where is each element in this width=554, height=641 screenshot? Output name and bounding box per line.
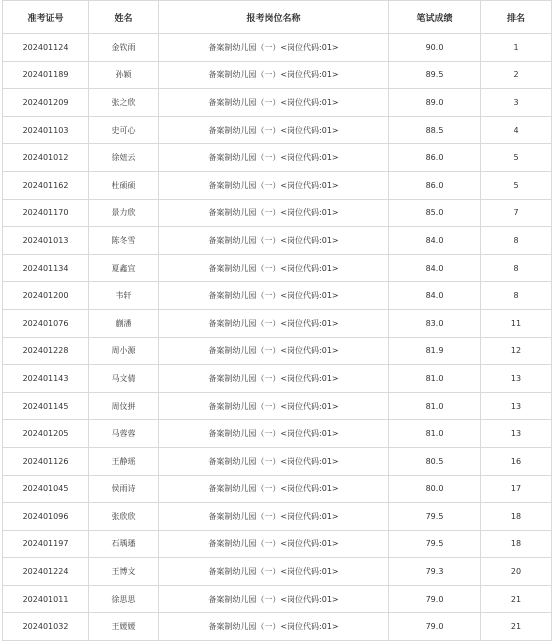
name-cell: 陈冬雪 bbox=[89, 227, 159, 255]
exam-id-cell: 202401197 bbox=[3, 530, 89, 558]
table-row bbox=[3, 365, 552, 393]
exam-id-cell: 202401143 bbox=[3, 365, 89, 393]
rank-cell: 13 bbox=[481, 365, 552, 393]
position-cell: 备案制幼儿园（一）<岗位代码:01> bbox=[159, 530, 389, 558]
score-cell: 84.0 bbox=[389, 254, 481, 282]
rank-cell: 16 bbox=[481, 447, 552, 475]
table-row bbox=[3, 530, 552, 558]
exam-id-cell: 202401228 bbox=[3, 337, 89, 365]
position-cell: 备案制幼儿园（一）<岗位代码:01> bbox=[159, 309, 389, 337]
rank-cell: 3 bbox=[481, 89, 552, 117]
position-cell: 备案制幼儿园（一）<岗位代码:01> bbox=[159, 227, 389, 255]
table-row bbox=[3, 254, 552, 282]
header-exam-id: 准考证号 bbox=[3, 1, 89, 34]
position-cell: 备案制幼儿园（一）<岗位代码:01> bbox=[159, 89, 389, 117]
table-row bbox=[3, 392, 552, 420]
exam-id-cell: 202401076 bbox=[3, 309, 89, 337]
score-sheet bbox=[2, 0, 551, 641]
score-table bbox=[2, 0, 552, 641]
rank-cell: 11 bbox=[481, 309, 552, 337]
exam-id-cell: 202401013 bbox=[3, 227, 89, 255]
exam-id-cell: 202401103 bbox=[3, 116, 89, 144]
score-cell: 81.0 bbox=[389, 420, 481, 448]
name-cell: 徐思思 bbox=[89, 585, 159, 613]
header-position: 报考岗位名称 bbox=[159, 1, 389, 34]
exam-id-cell: 202401162 bbox=[3, 171, 89, 199]
position-cell: 备案制幼儿园（一）<岗位代码:01> bbox=[159, 365, 389, 393]
rank-cell: 13 bbox=[481, 392, 552, 420]
rank-cell: 5 bbox=[481, 171, 552, 199]
score-cell: 89.5 bbox=[389, 61, 481, 89]
table-row bbox=[3, 613, 552, 641]
table-row bbox=[3, 61, 552, 89]
exam-id-cell: 202401170 bbox=[3, 199, 89, 227]
position-cell: 备案制幼儿园（一）<岗位代码:01> bbox=[159, 447, 389, 475]
rank-cell: 8 bbox=[481, 227, 552, 255]
table-row bbox=[3, 503, 552, 531]
position-cell: 备案制幼儿园（一）<岗位代码:01> bbox=[159, 337, 389, 365]
name-cell: 夏鑫宜 bbox=[89, 254, 159, 282]
exam-id-cell: 202401200 bbox=[3, 282, 89, 310]
table-row bbox=[3, 309, 552, 337]
score-cell: 86.0 bbox=[389, 171, 481, 199]
exam-id-cell: 202401205 bbox=[3, 420, 89, 448]
name-cell: 景力欣 bbox=[89, 199, 159, 227]
rank-cell: 4 bbox=[481, 116, 552, 144]
score-cell: 84.0 bbox=[389, 227, 481, 255]
name-cell: 张欣欣 bbox=[89, 503, 159, 531]
position-cell: 备案制幼儿园（一）<岗位代码:01> bbox=[159, 420, 389, 448]
score-cell: 79.5 bbox=[389, 530, 481, 558]
name-cell: 徐妞云 bbox=[89, 144, 159, 172]
rank-cell: 1 bbox=[481, 34, 552, 62]
score-cell: 80.5 bbox=[389, 447, 481, 475]
table-row bbox=[3, 420, 552, 448]
table-row bbox=[3, 89, 552, 117]
table-row bbox=[3, 199, 552, 227]
position-cell: 备案制幼儿园（一）<岗位代码:01> bbox=[159, 34, 389, 62]
position-cell: 备案制幼儿园（一）<岗位代码:01> bbox=[159, 254, 389, 282]
table-row bbox=[3, 116, 552, 144]
exam-id-cell: 202401032 bbox=[3, 613, 89, 641]
rank-cell: 18 bbox=[481, 530, 552, 558]
name-cell: 史可心 bbox=[89, 116, 159, 144]
name-cell: 王博文 bbox=[89, 558, 159, 586]
rank-cell: 8 bbox=[481, 254, 552, 282]
table-row bbox=[3, 34, 552, 62]
rank-cell: 13 bbox=[481, 420, 552, 448]
position-cell: 备案制幼儿园（一）<岗位代码:01> bbox=[159, 116, 389, 144]
exam-id-cell: 202401012 bbox=[3, 144, 89, 172]
name-cell: 马蓉蓉 bbox=[89, 420, 159, 448]
score-cell: 81.0 bbox=[389, 392, 481, 420]
rank-cell: 21 bbox=[481, 613, 552, 641]
position-cell: 备案制幼儿园（一）<岗位代码:01> bbox=[159, 475, 389, 503]
rank-cell: 18 bbox=[481, 503, 552, 531]
name-cell: 石瑀璠 bbox=[89, 530, 159, 558]
position-cell: 备案制幼儿园（一）<岗位代码:01> bbox=[159, 199, 389, 227]
position-cell: 备案制幼儿园（一）<岗位代码:01> bbox=[159, 558, 389, 586]
rank-cell: 8 bbox=[481, 282, 552, 310]
exam-id-cell: 202401209 bbox=[3, 89, 89, 117]
position-cell: 备案制幼儿园（一）<岗位代码:01> bbox=[159, 282, 389, 310]
name-cell: 杜硕硕 bbox=[89, 171, 159, 199]
position-cell: 备案制幼儿园（一）<岗位代码:01> bbox=[159, 503, 389, 531]
position-cell: 备案制幼儿园（一）<岗位代码:01> bbox=[159, 392, 389, 420]
name-cell: 韦轩 bbox=[89, 282, 159, 310]
score-cell: 79.3 bbox=[389, 558, 481, 586]
table-row bbox=[3, 227, 552, 255]
exam-id-cell: 202401011 bbox=[3, 585, 89, 613]
name-cell: 蒯潘 bbox=[89, 309, 159, 337]
score-cell: 79.0 bbox=[389, 613, 481, 641]
score-cell: 85.0 bbox=[389, 199, 481, 227]
score-cell: 86.0 bbox=[389, 144, 481, 172]
score-cell: 79.0 bbox=[389, 585, 481, 613]
rank-cell: 17 bbox=[481, 475, 552, 503]
name-cell: 马文倩 bbox=[89, 365, 159, 393]
name-cell: 金钦雨 bbox=[89, 34, 159, 62]
rank-cell: 5 bbox=[481, 144, 552, 172]
table-row bbox=[3, 282, 552, 310]
position-cell: 备案制幼儿园（一）<岗位代码:01> bbox=[159, 171, 389, 199]
score-cell: 84.0 bbox=[389, 282, 481, 310]
score-cell: 88.5 bbox=[389, 116, 481, 144]
position-cell: 备案制幼儿园（一）<岗位代码:01> bbox=[159, 585, 389, 613]
name-cell: 王媛媛 bbox=[89, 613, 159, 641]
exam-id-cell: 202401145 bbox=[3, 392, 89, 420]
exam-id-cell: 202401126 bbox=[3, 447, 89, 475]
table-row bbox=[3, 171, 552, 199]
table-row bbox=[3, 447, 552, 475]
table-row bbox=[3, 558, 552, 586]
score-cell: 89.0 bbox=[389, 89, 481, 117]
rank-cell: 21 bbox=[481, 585, 552, 613]
score-cell: 79.5 bbox=[389, 503, 481, 531]
exam-id-cell: 202401189 bbox=[3, 61, 89, 89]
name-cell: 王静瑶 bbox=[89, 447, 159, 475]
table-row bbox=[3, 585, 552, 613]
score-cell: 81.9 bbox=[389, 337, 481, 365]
exam-id-cell: 202401224 bbox=[3, 558, 89, 586]
header-rank: 排名 bbox=[481, 1, 552, 34]
position-cell: 备案制幼儿园（一）<岗位代码:01> bbox=[159, 613, 389, 641]
table-body bbox=[3, 34, 552, 641]
exam-id-cell: 202401134 bbox=[3, 254, 89, 282]
name-cell: 侯雨诗 bbox=[89, 475, 159, 503]
name-cell: 周伩拼 bbox=[89, 392, 159, 420]
header-name: 姓名 bbox=[89, 1, 159, 34]
exam-id-cell: 202401096 bbox=[3, 503, 89, 531]
position-cell: 备案制幼儿园（一）<岗位代码:01> bbox=[159, 61, 389, 89]
score-cell: 83.0 bbox=[389, 309, 481, 337]
table-row bbox=[3, 144, 552, 172]
table-header-row bbox=[3, 1, 552, 34]
rank-cell: 7 bbox=[481, 199, 552, 227]
exam-id-cell: 202401045 bbox=[3, 475, 89, 503]
rank-cell: 12 bbox=[481, 337, 552, 365]
position-cell: 备案制幼儿园（一）<岗位代码:01> bbox=[159, 144, 389, 172]
name-cell: 孙颖 bbox=[89, 61, 159, 89]
score-cell: 90.0 bbox=[389, 34, 481, 62]
name-cell: 张之欣 bbox=[89, 89, 159, 117]
rank-cell: 20 bbox=[481, 558, 552, 586]
score-cell: 81.0 bbox=[389, 365, 481, 393]
name-cell: 周小源 bbox=[89, 337, 159, 365]
table-row bbox=[3, 337, 552, 365]
rank-cell: 2 bbox=[481, 61, 552, 89]
score-cell: 80.0 bbox=[389, 475, 481, 503]
table-row bbox=[3, 475, 552, 503]
header-score: 笔试成绩 bbox=[389, 1, 481, 34]
exam-id-cell: 202401124 bbox=[3, 34, 89, 62]
